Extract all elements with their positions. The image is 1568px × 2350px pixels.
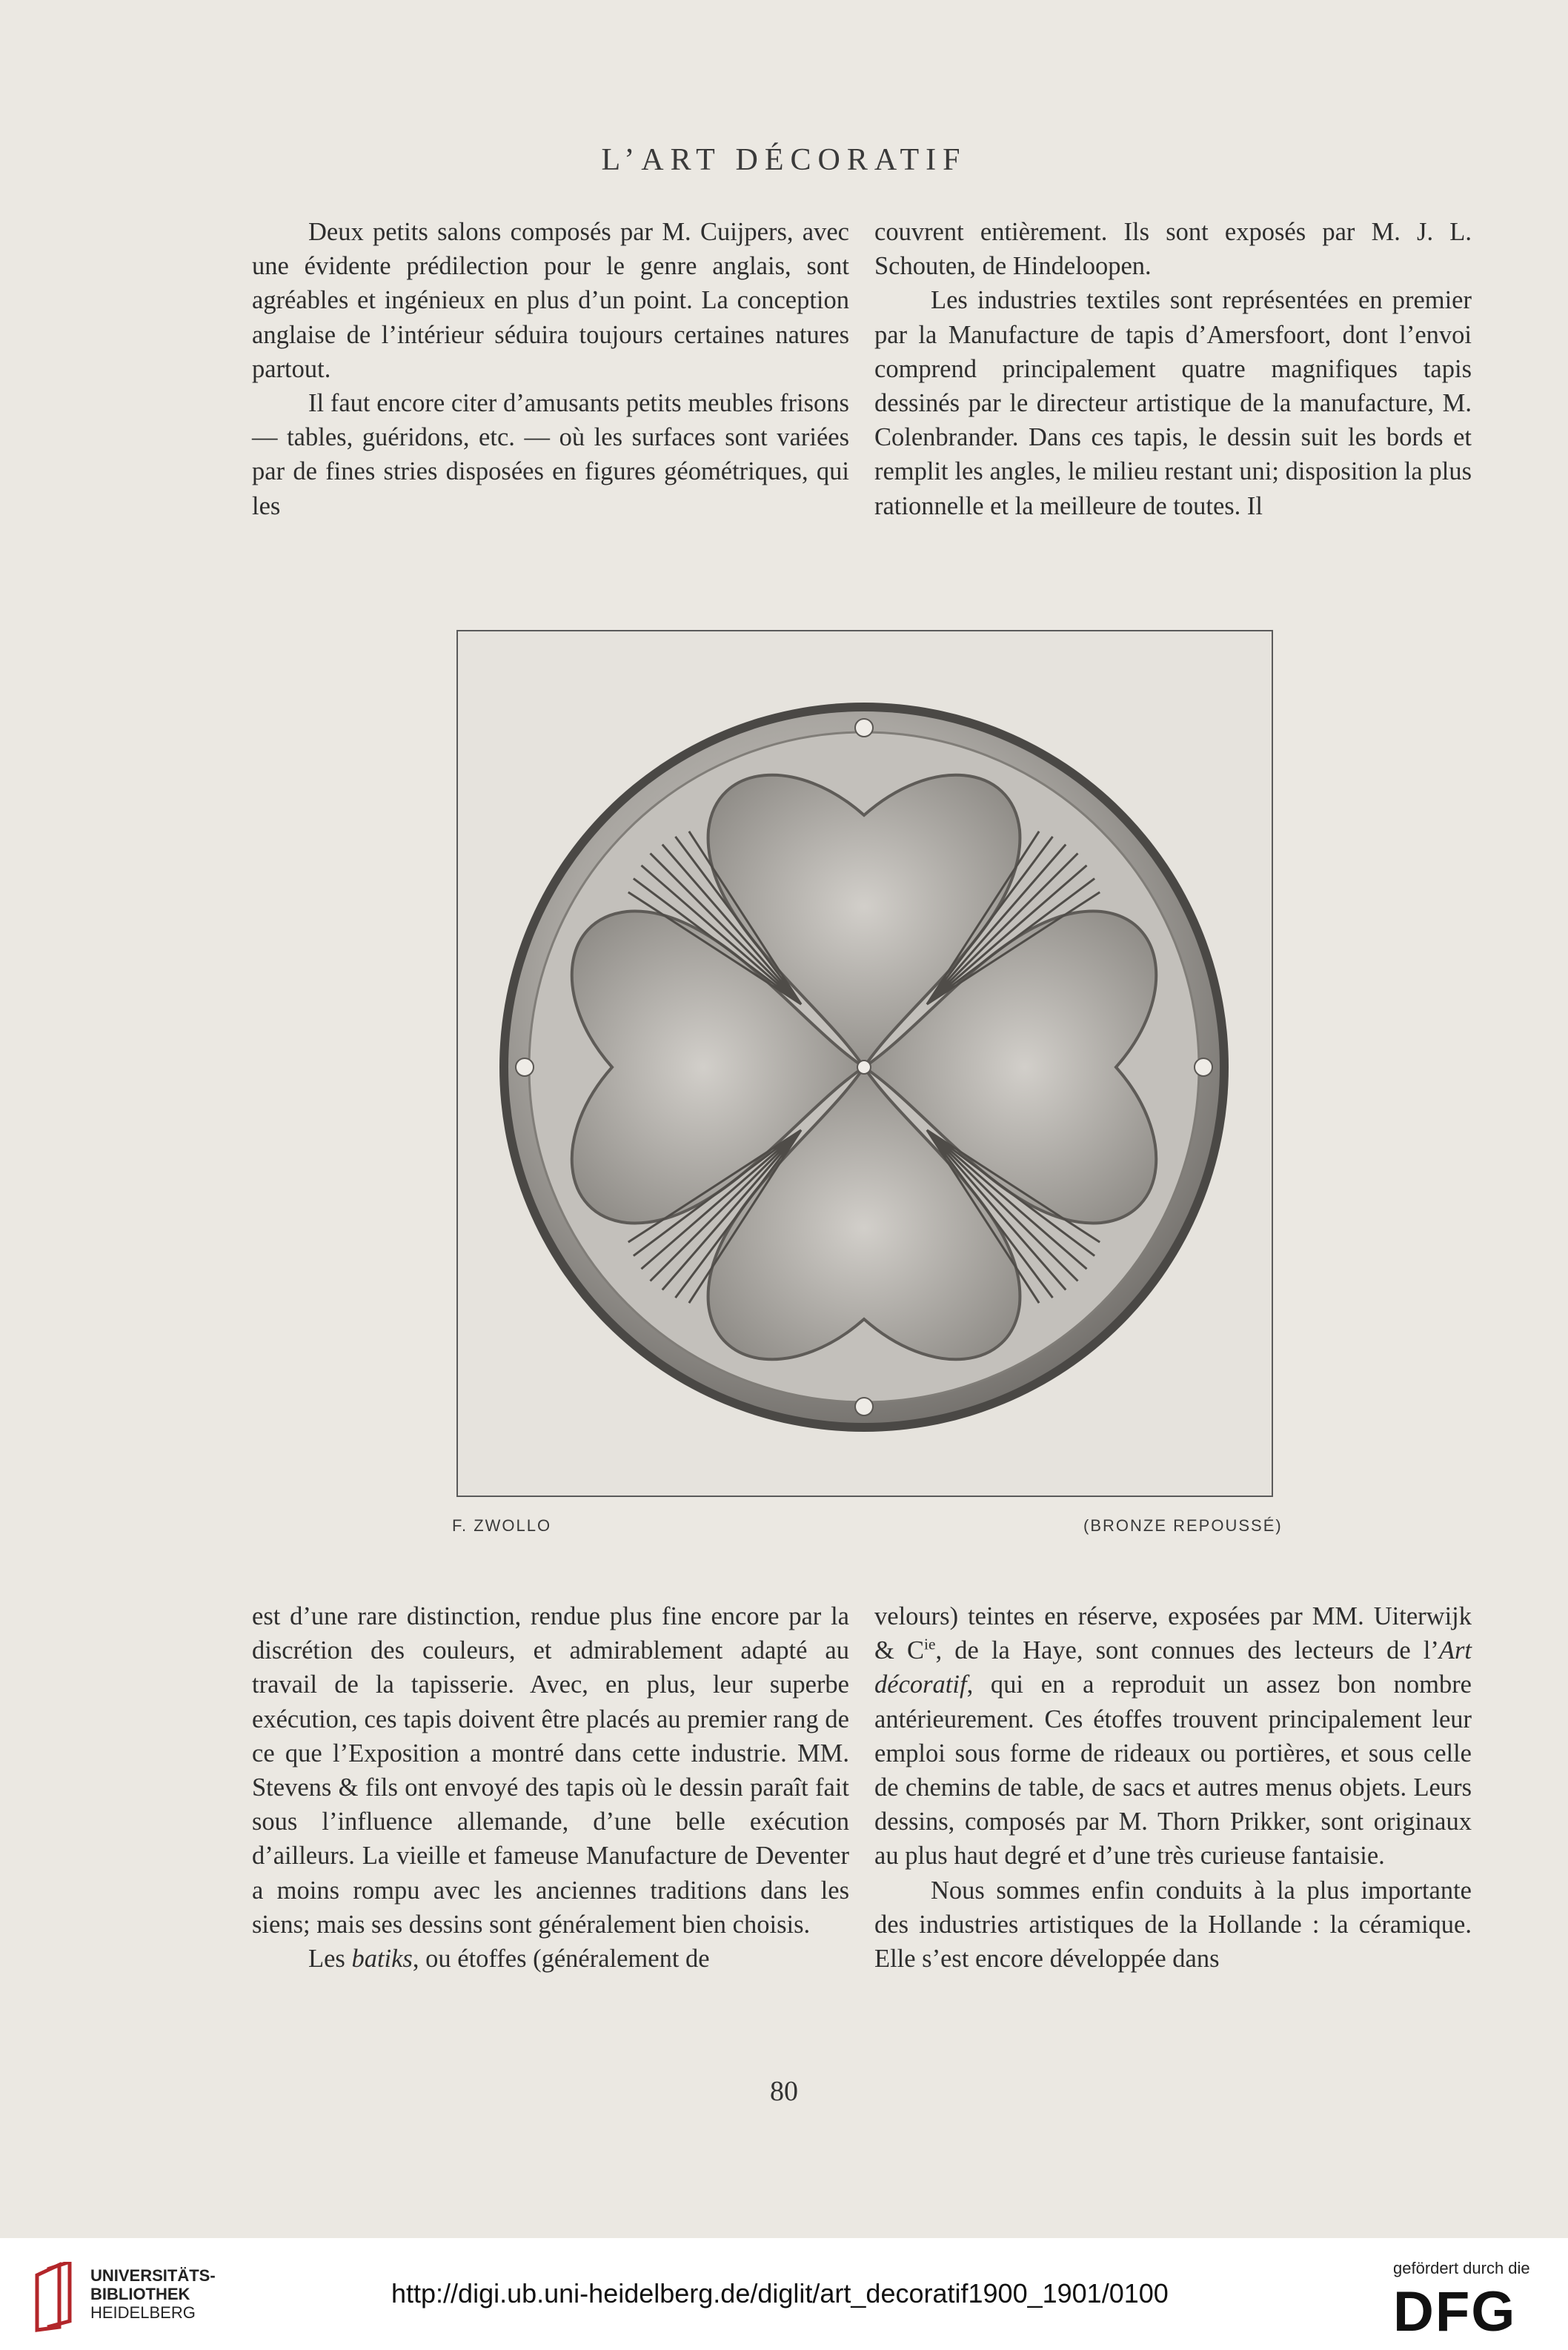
text-run: velours) teintes en réserve, exposées par MM. Uiterwijk & C [874,1602,1472,1665]
paragraph: Les industries textiles sont représentées en premier par la Manufacture de tapis d’Amersfoort, dont l’envoi comprend principalement quatre magnifiques tapis dessinés par le directeur artistique de la manufacture, M. Colenbrander. Dans ces tapis, le dessin suit les bords et remplit les angles, le milieu restant uni; disposition la plus rationnelle et la meilleure de toutes. Il [874,286,1472,520]
paragraph: Deux petits salons composés par M. Cuijpers, avec une évidente prédilection pour le genre anglais, sont agréables et ingénieux en plus d’un point. La conception anglaise de l’intérieur séduira toujours certaines natures partout. [252,218,849,383]
library-line: BIBLIOTHEK [90,2285,190,2303]
italic-title: Art décoratif [874,1636,1472,1699]
library-line: HEIDELBERG [90,2303,196,2322]
text-run: , de la Haye, sont connues des lecteurs de l’ [935,1636,1439,1665]
text-run: Les [308,1945,352,1974]
top-right-column [874,215,1472,523]
library-line: UNIVERSITÄTS- [90,2266,216,2285]
italic-term: batiks [351,1945,413,1974]
paragraph: Nous sommes enfin conduits à la plus importante des industries artistiques de la Hollande : la céramique. Elle s’est encore développée dans [874,1876,1472,1974]
permalink[interactable]: http://digi.ub.uni-heidelberg.de/diglit/art_decoratif1900_1901/0100 [391,2278,1169,2308]
text-run: , qui en a reproduit un assez bon nombre antérieurement. Ces étoffes trouvent principalement leur emploi sous forme de rideaux ou portières, et sous celle de chemins de table, de sacs et autres menus objets. Leurs dessins, composés par M. Thorn Prikker, sont originaux au plus haut degré et d’une très curieuse fantaisie. [874,1670,1472,1871]
paragraph: couvrent entièrement. Ils sont exposés par M. J. L. Schouten, de Hindeloopen. [874,218,1472,281]
page-number: 80 [770,2076,798,2107]
bottom-right-column [874,1599,1472,1976]
library-name [90,2266,216,2322]
funding-note: gefördert durch die [1393,2259,1530,2277]
dfg-logo: DFG [1393,2280,1517,2343]
plate-drawing [458,631,1273,1497]
paragraph: est d’une rare distinction, rendue plus fine encore par la discrétion des couleurs, et admirablement adapté au travail de la tapisserie. Avec, en plus, leur superbe exécution, ces tapis doivent être placés au premier rang de ce que l’Exposition a montré dans cette industrie. MM. Stevens & fils ont envoyé des tapis où le dessin paraît fait sous l’influence allemande, d’une belle exécution d’ailleurs. La vieille et fameuse Manufacture de Deventer a moins rompu avec les anciennes traditions dans les siens; mais ses dessins sont généralement bien choisis. [252,1602,849,1939]
bottom-left-column [252,1599,849,1976]
superscript: ie [924,1635,936,1653]
paragraph [252,1942,849,1976]
caption-artist: F. ZWOLLO [452,1516,552,1535]
running-head: L’ART DÉCORATIF [601,143,967,177]
digitization-footer [0,2238,1568,2350]
top-left-column [252,215,849,523]
bronze-plate-illustration [456,630,1273,1497]
caption-medium: (BRONZE REPOUSSÉ) [1083,1516,1283,1535]
library-logo-icon [31,2262,83,2333]
centre-boss [857,1061,871,1074]
paragraph [874,1599,1472,1873]
text-run: , ou étoffes (généralement de [412,1945,710,1974]
paragraph: Il faut encore citer d’amusants petits meubles frisons — tables, guéridons, etc. — où les surfaces sont variées par de fines stries disposées en figures géométriques, qui les [252,389,849,520]
